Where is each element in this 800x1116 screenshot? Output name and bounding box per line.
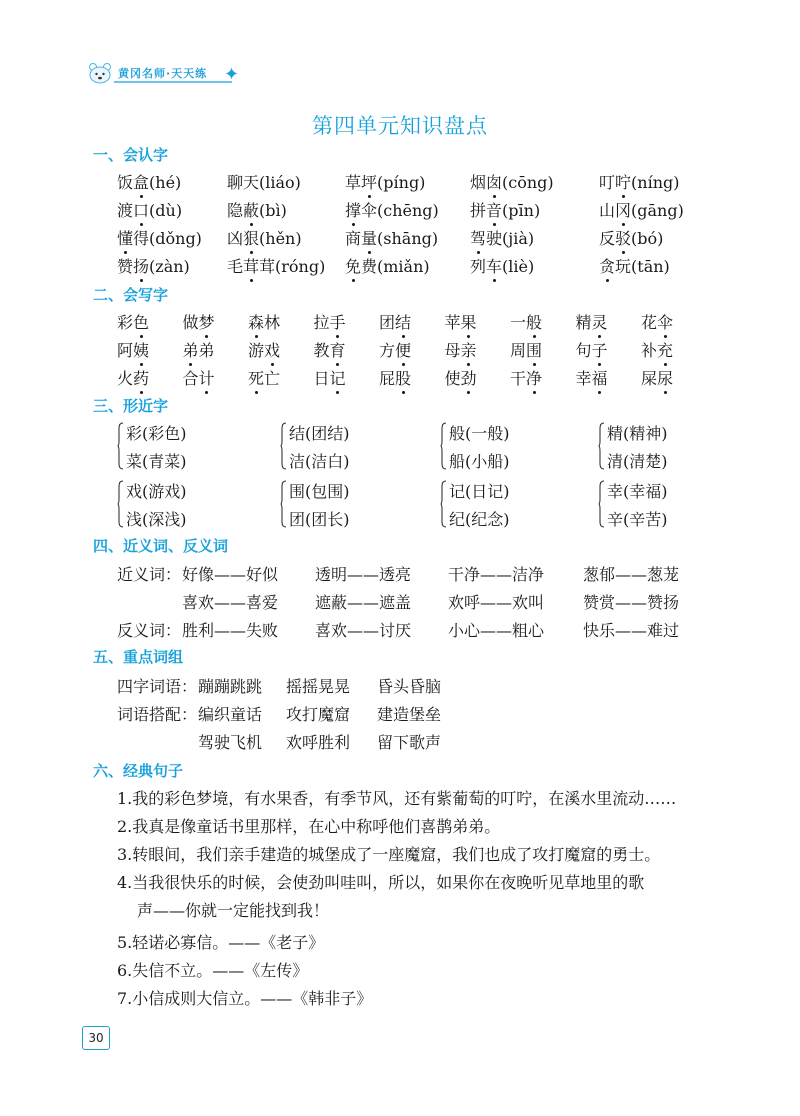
dotted-character: 药 [133, 366, 149, 389]
similar-word: 结(团结) [289, 424, 350, 443]
similar-word: 精(精神) [607, 424, 668, 443]
dotted-character: 手 [330, 310, 346, 333]
sentence: 2.我真是像童话书里那样，在心中称呼他们喜鹊弟弟。 [117, 817, 501, 836]
recognize-word: 赞扬(zàn) [117, 254, 190, 277]
dotted-character: 尿 [657, 366, 673, 389]
dotted-character: 贪 [599, 254, 615, 277]
dotted-character: 狠 [243, 226, 259, 249]
similar-pair [280, 421, 400, 473]
similar-word: 般(一般) [449, 424, 510, 443]
dotted-character: 咛 [615, 170, 631, 193]
dotted-character: 般 [526, 310, 542, 333]
dotted-character: 车 [486, 254, 502, 277]
similar-pair [117, 421, 237, 473]
recognize-word: 聊天(liáo) [227, 173, 301, 192]
similar-pair [117, 479, 237, 531]
write-word: 屁股 [379, 366, 411, 389]
write-word: 合计 [183, 366, 215, 389]
write-word: 补充 [641, 338, 673, 361]
dotted-character: 净 [526, 366, 542, 389]
recognize-word: 反驳(bó) [599, 226, 663, 249]
brace-icon [117, 422, 124, 470]
similar-word: 戏(游戏) [126, 482, 187, 501]
antonym-pair: 喜欢——讨厌 [315, 621, 412, 640]
write-word: 做梦 [183, 310, 215, 333]
four-char-phrase: 蹦蹦跳跳 [198, 677, 263, 696]
brace-icon [598, 422, 605, 470]
synonym-pair: 赞赏——赞扬 [583, 593, 680, 612]
write-word: 彩色 [117, 310, 149, 333]
write-word: 阿姨 [117, 338, 149, 361]
four-char-label: 四字词语： [117, 677, 198, 696]
recognize-row [117, 198, 737, 226]
brand-text: 黄冈名师·天天练 [118, 67, 208, 80]
four-char-phrase: 昏头昏脑 [377, 677, 442, 696]
dotted-character: 福 [592, 366, 608, 389]
similar-word: 幸(幸福) [607, 482, 668, 501]
recognize-word: 隐蔽(bì) [227, 198, 287, 221]
dotted-character: 股 [395, 366, 411, 389]
synonym-pair: 好像——好似 [182, 565, 279, 584]
section-title-phrases: 五、重点词组 [93, 648, 184, 666]
dotted-character: 盒 [133, 170, 149, 193]
write-word: 森林 [248, 310, 280, 333]
sparkle-icon: ✦ [224, 64, 240, 85]
write-word: 屎尿 [641, 366, 673, 389]
section-title-write: 二、会写字 [93, 286, 169, 304]
page-number: 30 [82, 1026, 110, 1050]
recognize-word: 叮咛(níng) [599, 170, 679, 193]
sentence: 7.小信成则大信立。——《韩非子》 [117, 989, 373, 1008]
write-word: 团结 [379, 310, 411, 333]
four-char-phrase: 摇摇晃晃 [286, 677, 351, 696]
recognize-row [117, 170, 737, 198]
write-word: 苹果 [445, 310, 477, 333]
dotted-character: 驾 [470, 226, 486, 249]
write-word: 精灵 [576, 310, 608, 333]
dotted-character: 茸 [243, 254, 259, 277]
antonym-pair: 快乐——难过 [583, 621, 680, 640]
recognize-word: 毛茸茸(róng) [227, 254, 325, 277]
collocation-phrase: 欢呼胜利 [286, 733, 351, 752]
recognize-word: 懂得(dǒng) [117, 226, 202, 249]
page-title: 第四单元知识盘点 [312, 114, 488, 138]
dotted-character: 子 [592, 338, 608, 361]
write-row [117, 366, 737, 394]
sentence: 3.转眼间，我们亲手建造的城堡成了一座魔窟，我们也成了攻打魔窟的勇士。 [117, 845, 661, 864]
sentence: 5.轻诺必寡信。——《老子》 [117, 933, 325, 952]
similar-word: 围(包围) [289, 482, 350, 501]
write-word: 游戏 [248, 338, 280, 361]
dotted-character: 音 [486, 198, 502, 221]
write-word: 句子 [576, 338, 608, 361]
dotted-character: 死 [248, 366, 264, 389]
recognize-word: 山冈(gāng) [599, 198, 684, 221]
dotted-character: 充 [657, 338, 673, 361]
write-word: 火药 [117, 366, 149, 389]
similar-word: 记(日记) [449, 482, 510, 501]
write-word: 拉手 [314, 310, 346, 333]
dotted-character: 劲 [461, 366, 477, 389]
bear-logo-icon [88, 62, 112, 84]
dotted-character: 扬 [133, 254, 149, 277]
dotted-character: 灵 [592, 310, 608, 333]
write-word: 弟弟 [183, 338, 215, 361]
similar-word: 团(团长) [289, 510, 350, 529]
similar-word: 船(小船) [449, 452, 510, 471]
section-title-sentences: 六、经典句子 [93, 762, 184, 780]
dotted-character: 驳 [615, 226, 631, 249]
dotted-character: 亲 [461, 338, 477, 361]
recognize-word: 拼音(pīn) [470, 198, 540, 221]
sentence: 4.当我很快乐的时候，会使劲叫哇叫，所以，如果你在夜晚听见草地里的歌 [117, 873, 645, 892]
write-word: 使劲 [445, 366, 477, 389]
dotted-character: 森 [248, 310, 264, 333]
write-word: 花伞 [641, 310, 673, 333]
recognize-word: 驾驶(jià) [470, 226, 534, 249]
sentence: 6.失信不立。——《左传》 [117, 961, 309, 980]
recognize-word: 饭盒(hé) [117, 170, 181, 193]
dotted-character: 免 [345, 254, 361, 277]
dotted-character: 撑 [345, 198, 361, 221]
similar-pair [598, 421, 718, 473]
write-word: 一般 [510, 310, 542, 333]
recognize-word: 免费(miǎn) [345, 254, 430, 277]
brace-icon [440, 480, 447, 528]
write-row [117, 310, 737, 338]
write-word: 幸福 [576, 366, 608, 389]
recognize-word: 商量(shāng) [345, 226, 438, 249]
dotted-character: 口 [133, 198, 149, 221]
collocation-phrase: 建造堡垒 [377, 705, 442, 724]
recognize-word: 烟囱(cōng) [470, 170, 554, 193]
write-word: 教育 [314, 338, 346, 361]
synonym-pair: 喜欢——喜爱 [182, 593, 279, 612]
collocation-phrase: 留下歌声 [377, 733, 442, 752]
write-word: 干净 [510, 366, 542, 389]
dotted-character: 色 [133, 310, 149, 333]
dotted-character: 记 [330, 366, 346, 389]
recognize-word: 草坪(píng) [345, 170, 425, 193]
collocation-phrase: 驾驶飞机 [198, 733, 263, 752]
similar-pair [280, 479, 400, 531]
recognize-row [117, 226, 737, 254]
brand-underline [114, 81, 232, 83]
section-title-recognize: 一、会认字 [93, 146, 169, 164]
recognize-word: 凶狠(hěn) [227, 226, 302, 249]
synonym-pair: 欢呼——欢叫 [448, 593, 545, 612]
header-brand [88, 62, 248, 86]
dotted-character: 伞 [657, 310, 673, 333]
dotted-character: 姨 [133, 338, 149, 361]
write-word: 周围 [510, 338, 542, 361]
dotted-character: 蔽 [243, 198, 259, 221]
dotted-character: 戏 [264, 338, 280, 361]
recognize-word: 列车(liè) [470, 254, 534, 277]
similar-word: 彩(彩色) [126, 424, 187, 443]
synonym-pair: 遮蔽——遮盖 [315, 593, 412, 612]
synonyms-label: 近义词： [117, 565, 182, 584]
write-word: 母亲 [445, 338, 477, 361]
similar-word: 清(清楚) [607, 452, 668, 471]
similar-word: 菜(青菜) [126, 452, 187, 471]
similar-pair [440, 421, 560, 473]
collocation-phrase: 攻打魔窟 [286, 705, 351, 724]
dotted-character: 果 [461, 310, 477, 333]
dotted-character: 懂 [117, 226, 133, 249]
collocation-label: 词语搭配： [117, 705, 198, 724]
write-word: 方便 [379, 338, 411, 361]
antonym-pair: 胜利——失败 [182, 621, 279, 640]
antonyms-label: 反义词： [117, 621, 182, 640]
dotted-character: 结 [395, 310, 411, 333]
similar-word: 浅(深浅) [126, 510, 187, 529]
brace-icon [440, 422, 447, 470]
recognize-word: 撑伞(chēng) [345, 198, 439, 221]
antonym-pair: 小心——粗心 [448, 621, 545, 640]
similar-word: 辛(辛苦) [607, 510, 668, 529]
dotted-character: 囱 [486, 170, 502, 193]
recognize-word: 渡口(dù) [117, 198, 182, 221]
section-title-similar: 三、形近字 [93, 397, 169, 415]
dotted-character: 梦 [199, 310, 215, 333]
dotted-character: 弟 [183, 338, 199, 361]
synonym-pair: 透明——透亮 [315, 565, 412, 584]
sentence: 1.我的彩色梦境，有水果香，有季节风，还有紫葡萄的叮咛，在溪水里流动…… [117, 789, 677, 808]
section-title-synonyms: 四、近义词、反义词 [93, 537, 229, 555]
synonym-pair: 干净——洁净 [448, 565, 545, 584]
dotted-character: 便 [395, 338, 411, 361]
brace-icon [598, 480, 605, 528]
sentence: 声——你就一定能找到我！ [137, 901, 330, 920]
brace-icon [280, 480, 287, 528]
brace-icon [117, 480, 124, 528]
dotted-character: 量 [361, 226, 377, 249]
brace-icon [280, 422, 287, 470]
dotted-character: 冈 [615, 198, 631, 221]
similar-word: 纪(纪念) [449, 510, 510, 529]
dotted-character: 坪 [361, 170, 377, 193]
recognize-word: 贪玩(tān) [599, 254, 670, 277]
write-word: 死亡 [248, 366, 280, 389]
similar-word: 洁(洁白) [289, 452, 350, 471]
similar-pair [440, 479, 560, 531]
dotted-character: 计 [199, 366, 215, 389]
synonym-pair: 葱郁——葱茏 [583, 565, 680, 584]
dotted-character: 育 [330, 338, 346, 361]
write-row [117, 338, 737, 366]
collocation-phrase: 编织童话 [198, 705, 263, 724]
write-word: 日记 [314, 366, 346, 389]
recognize-row [117, 254, 737, 282]
dotted-character: 围 [526, 338, 542, 361]
similar-pair [598, 479, 718, 531]
